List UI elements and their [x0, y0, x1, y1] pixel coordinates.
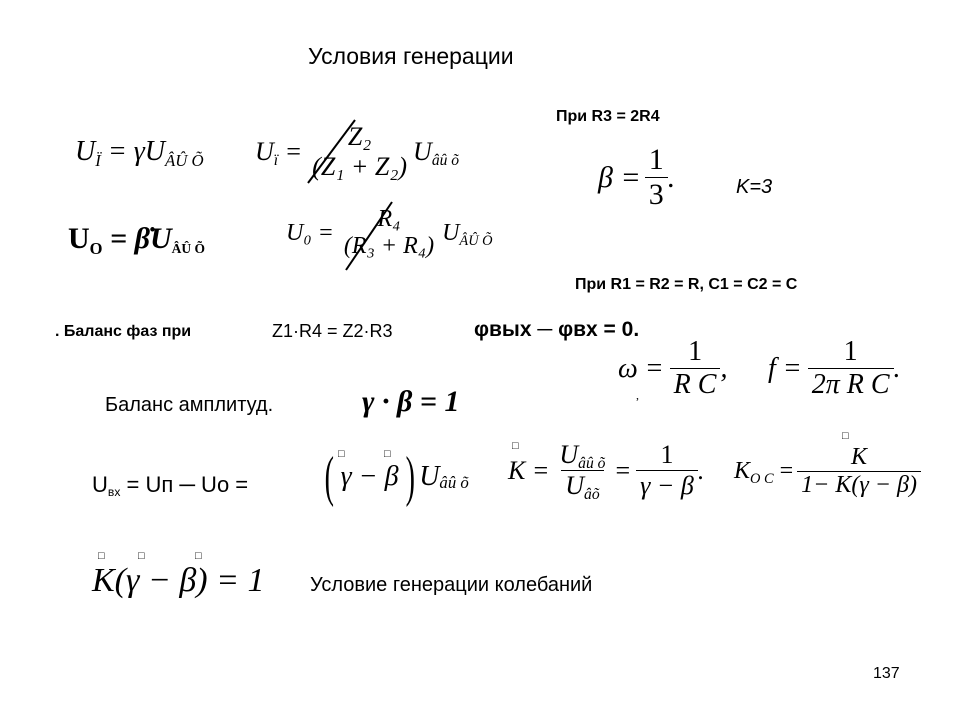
fraction-slash-1 — [300, 118, 360, 188]
formula-uvx: ( γ − β ) U âû õ — [324, 446, 469, 508]
slide-title: Условия генерации — [308, 43, 514, 69]
formula-uo-r: U₀ = R₄ (R₃ + R₄) $U_{ÂÛ Õ}$ — [286, 206, 493, 259]
formula-up: $U_Ï = \gamma U_{ÂÛ Õ}$ — [75, 136, 204, 170]
page-number: 137 — [873, 665, 900, 682]
formula-beta: β = $\frac{1}{3}$ . — [598, 143, 676, 211]
fraction-slash-2 — [340, 200, 400, 275]
small-mark: , — [636, 388, 639, 402]
formula-omega: ω = $\frac{1}{\text{R C}}$ , — [618, 336, 728, 400]
vector-mark-gen-beta: □ — [195, 550, 202, 562]
formula-up-z: $U_ï$ = Z₂ (Z₁ + Z₂) $U_{âû õ}$ — [255, 122, 460, 181]
vector-mark-gamma: □ — [338, 448, 345, 460]
vector-mark-beta: □ — [384, 448, 391, 460]
vector-mark-gen-gamma: □ — [138, 550, 145, 562]
formula-koc: $K_{O C}$ = $\frac{K}{1- K(\gamma - \beta)}$ — [734, 444, 921, 499]
condition-r1: При R1 = R2 = R, C1 = C2 = C — [575, 276, 798, 293]
formula-amplitude: γ · β = 1 — [362, 385, 460, 418]
uvx-expression: Uвх = Uп ─ Uо = — [92, 472, 249, 500]
phase-balance-label: . Баланс фаз при — [55, 323, 192, 340]
vector-mark-k: □ — [512, 440, 519, 452]
phase-result: φвых ─ φвх = 0. — [474, 318, 640, 341]
formula-frequency: f = $\frac{1}{\text{2π R C}}$ . — [768, 336, 901, 400]
vector-mark-koc: □ — [842, 430, 849, 442]
formula-generation: K(γ − β) = 1 — [92, 562, 265, 599]
formula-uo-beta: UO = β̇UÂÛ Õ — [68, 222, 206, 258]
k-value: K=3 — [736, 176, 773, 198]
condition-r3: При R3 = 2R4 — [556, 108, 660, 125]
generation-condition-label: Условие генерации колебаний — [310, 574, 593, 596]
amplitude-balance-label: Баланс амплитуд. — [105, 394, 274, 416]
vector-mark-gen-k: □ — [98, 550, 105, 562]
formula-k: K = $\frac{U_{âû õ}}{U_{âõ}}$ = $\frac{1}{\gamma - \beta}$ . — [508, 440, 705, 504]
phase-condition: Z1·R4 = Z2·R3 — [272, 321, 393, 341]
